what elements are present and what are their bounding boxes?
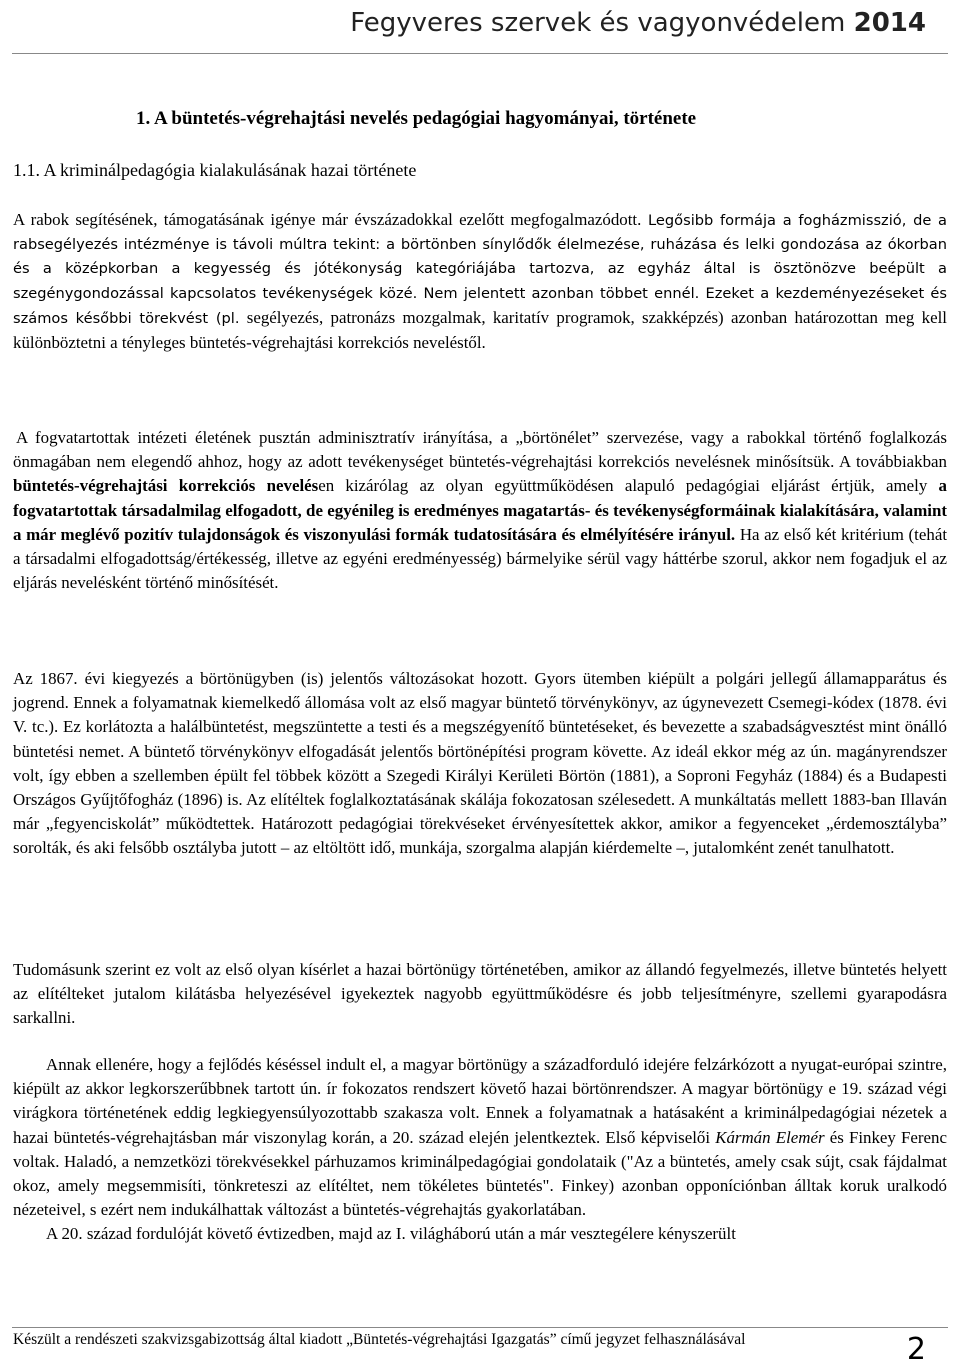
paragraph-5-name: Kármán Elemér <box>715 1127 825 1147</box>
paragraph-5-text-a: Annak ellenére, hogy a fejlődés késéssel indult el, a magyar börtönügy a századforduló idejére felzárkózott a nyugat-európai szintre, kiépült az akkor legkorszerűbbnek tartott ún. ír fokozatos rendszert követő hazai börtönrendszer. A magyar börtönügy e 19. század végi virágkora történetének eddig legkiegyensúlyozottabb szakasza volt. Ennek a folyamatnak a hatásaként a kriminálpedagógiai nézetek a hazai büntetés-végrehajtásban már viszonylag korán, a 20. század elején jelentkeztek. Első képviselői <box>13 1055 947 1147</box>
paragraph-2 <box>13 426 947 595</box>
paragraph-6-text: A 20. század fordulóját követő évtizedben, majd az I. világháború után a már vesztegélere kényszerült <box>46 1224 736 1244</box>
paragraph-4-text: Tudomásunk szerint ez volt az első olyan kísérlet a hazai börtönügy történetében, amikor az állandó fegyelmezés, illetve büntetés helyett az elítélteket jutalom kilátásba helyezésével igyekeztek nagyobb együttműködésre és jobb teljesítményre, szellemi gyarapodásra sarkallni. <box>13 960 947 1028</box>
paragraph-2-term: büntetés-végrehajtási korrekciós nevelés <box>13 476 319 496</box>
page-number: 2 <box>906 1332 926 1367</box>
footer-divider <box>12 1327 948 1328</box>
paragraph-3 <box>13 667 947 861</box>
paragraph-4 <box>13 958 947 1031</box>
paragraph-5-text-b: és Finkey Ferenc voltak. Haladó, a nemzetközi törekvésekkel párhuzamos kriminálpedagógiai gondolataik ("Az a büntetés, amely csak sújt, csak fájdalmat okoz, amely megsemmisíti, tönkreteszi az elítéltet, nem tökéletes büntetés". Finkey) azonban opponíciónban álltak koruk uralkodó nézeteivel, s ezért nem indukálhattak változást a büntetés-végrehajtás gyakorlatában. <box>13 1127 947 1220</box>
section-heading: 1.1. A kriminálpedagógia kialakulásának hazai története <box>13 160 417 180</box>
header-title: Fegyveres szervek és vagyonvédelem <box>350 8 846 38</box>
paragraph-3-text: Az 1867. évi kiegyezés a börtönügyben (is) jelentős változásokat hozott. Gyors ütemben kiépült a polgári jellegű államapparátus és jogrend. Ennek a folyamatnak kiemelkedő állomása volt az első magyar büntető törvénykönyv, az úgynevezett Csemegi-kódex (1878. évi V. tc.). Ez korlátozta a halálbüntetést, megszüntette a testi és a megszégyenítő büntetéseket, és bevezette a szabadságvesztést mint önálló büntetési nemet. A büntető törvénykönyv elfogadását jelentős börtönépítési program követte. Az ideál ekkor még az ún. magányrendszer volt, így ebben a szellemben épült fel többek között a Szegedi Királyi Kerületi Börtön (1881), a Soproni Fegyház (1884) és a Budapesti Országos Gyűjtőfogház (1896) is. Az elítéltek foglalkoztatásának skálája fokozatosan szélesedett. A munkáltatás mellett 1883-ban Illaván már „fegyenciskolát” működtettek. Határozott pedagógiai törekvéseket érvényesítettek akkor, amikor a fegyenceket „érdemosztályba” sorolták, és aki felsőbb osztályba jutott – az eltöltött idő, munkája, szorgalma alapján kiérdemelte –, jutalomként zenét tanulhatott. <box>13 669 947 858</box>
paragraph-2-text-c: en kizárólag az olyan együttműködésen alapuló pedagógiai eljárást értjük, amely <box>318 476 939 496</box>
header-year: 2014 <box>853 8 926 38</box>
footer-note: Készült a rendészeti szakvizsgabizottság által kiadott „Büntetés-végrehajtási Igazgatás” című jegyzet felhasználásával <box>13 1331 746 1348</box>
paragraph-5 <box>13 1053 947 1247</box>
paragraph-2-text-a: A fogvatartottak intézeti életének pusztán adminisztratív irányítása, a „börtönélet” szervezése, vagy a rabokkal történő foglalkozás önmagában nem elegendő ahhoz, hogy az adott tevékenységet büntetés-végrehajtási korrekciós nevelésnek minősítsük. A továbbiakban <box>13 428 947 472</box>
paragraph-1 <box>13 208 947 356</box>
paragraph-1-end: segélyezés, patronázs mozgalmak, karitatív programok, szakképzés) azonban határozottan meg kell különböztetni a tényleges büntetés-végrehajtási korrekciós neveléstől. <box>13 307 947 353</box>
paragraph-2-text-d: Ha az első két kritérium (tehát a társadalmi elfogadottság/értékesség, illetve az egyéni eredményesség) bármelyike sérül vagy háttérbe szorul, akkor nem fogadjuk el az eljárás nevelésként történő minősítését. <box>13 524 948 593</box>
paragraph-1-intro: A rabok segítésének, támogatásának igénye már évszázadokkal ezelőtt megfogalmazódott. <box>13 210 642 229</box>
paragraph-2-definition: a fogvatartottak társadalmilag elfogadott, de egyénileg is eredményes magatartás- és tevékenységformáinak kialakítására, valamint a már meglévő pozitív tulajdonságok és viszonyulási formák tudatosítására és elmélyítésére irányul. <box>13 476 947 544</box>
paragraph-1-body: Legősibb formája a fogházmisszió, de a rabsegélyezés intézménye is távoli múltra tekint: a börtönben sínylődők élelmezése, ruházása és lelki gondozása az ókorban és a középkorban a kegyesség és jótékonyság kategóriájába tartozva, az egyház által is ösztönözve beépült a szegénygondozással kapcsolatos tevékenységek közé. Nem jelentett azonban többet ennél. Ezeket a kezdeményezéseket és számos későbbi törekvést (pl. <box>13 212 947 327</box>
chapter-heading: 1. A büntetés-végrehajtási nevelés pedagógiai hagyományai, története <box>136 108 697 129</box>
header-divider <box>12 53 948 54</box>
running-header <box>350 8 926 38</box>
